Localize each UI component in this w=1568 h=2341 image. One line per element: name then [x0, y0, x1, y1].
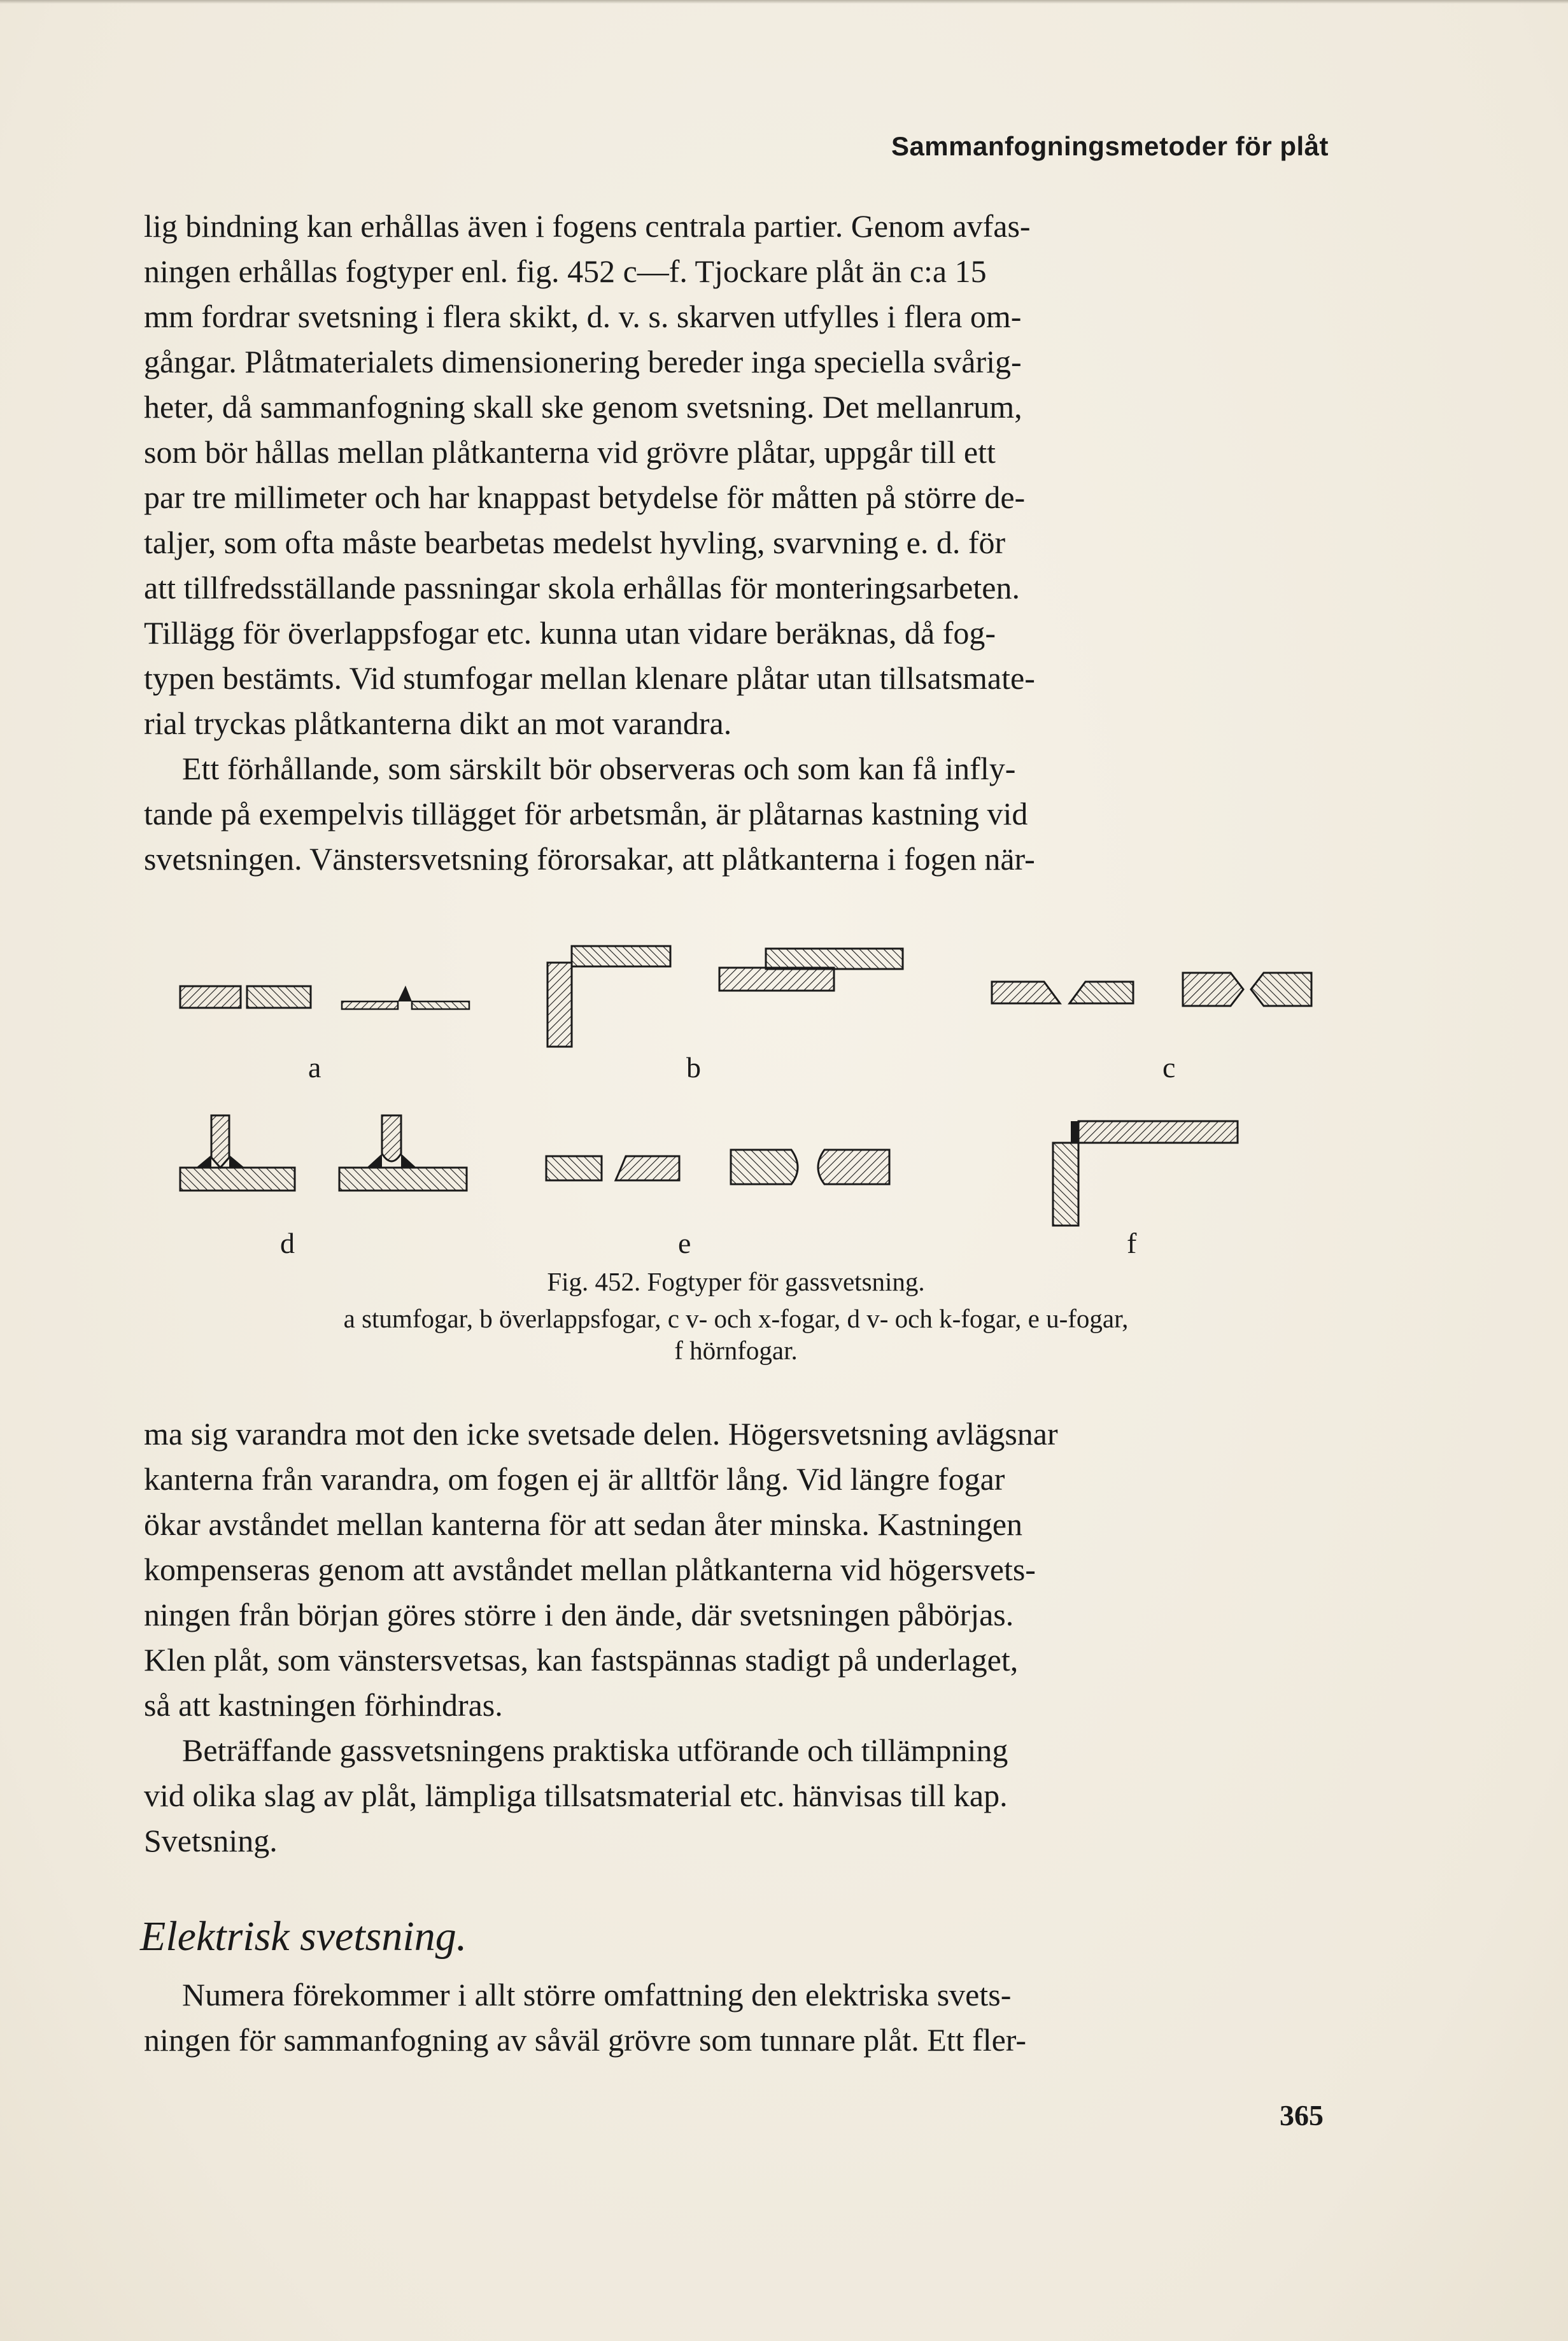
paragraph-3 [144, 1411, 1328, 1728]
text-line: Tillägg för överlappsfogar etc. kunna utan vidare beräknas, då fog- [144, 615, 996, 651]
v-tee-joint-diagram [178, 1113, 299, 1196]
figure-caption-description [144, 1303, 1328, 1366]
text-line: Beträffande gassvetsningens praktiska utförande och tillämpning [182, 1732, 1008, 1768]
text-line: att tillfredsställande passningar skola erhållas för monteringsarbeten. [144, 570, 1020, 605]
body-text-section [144, 1972, 1328, 2063]
text-line: rial tryckas plåtkanterna dikt an mot varandra. [144, 705, 732, 741]
text-line: ningen för sammanfogning av såväl grövre som tunnare plåt. Ett fler- [144, 2022, 1027, 2058]
caption-line: f hörnfogar. [674, 1336, 798, 1365]
section-heading: Elektrisk svetsning. [140, 1913, 467, 1960]
label-f: f [1127, 1227, 1137, 1259]
text-line: kompenseras genom att avståndet mellan plåtkanterna vid högersvets- [144, 1552, 1036, 1587]
label-a: a [308, 1051, 321, 1084]
paragraph-5 [144, 1972, 1328, 2063]
text-line: som bör hållas mellan plåtkanterna vid grövre plåtar, uppgår till ett [144, 434, 996, 470]
text-line: Svetsning. [144, 1823, 278, 1858]
double-u-groove-joint-diagram [729, 1145, 894, 1189]
text-line: ökar avståndet mellan kanterna för att sedan åter minska. Kastningen [144, 1506, 1023, 1542]
caption-line: a stumfogar, b överlappsfogar, c v- och x-fogar, d v- och k-fogar, e u-fogar, [343, 1304, 1129, 1333]
text-line: så att kastningen förhindras. [144, 1687, 503, 1723]
body-text-lower [144, 1411, 1328, 1864]
text-line: ningen erhållas fogtyper enl. fig. 452 c—f. Tjockare plåt än c:a 15 [144, 253, 987, 289]
text-line: svetsningen. Vänstersvetsning förorsakar, att plåtkanterna i fogen när- [144, 841, 1035, 877]
text-line: lig bindning kan erhållas även i fogens centrala partier. Genom avfas- [144, 208, 1031, 244]
text-line: mm fordrar svetsning i flera skikt, d. v. s. skarven utfylles i flera om- [144, 299, 1022, 334]
lap-joint-angle-diagram [546, 944, 674, 1049]
text-line: tande på exempelvis tillägget för arbetsmån, är plåtarnas kastning vid [144, 796, 1028, 831]
text-line: Klen plåt, som vänstersvetsas, kan fastspännas stadigt på underlaget, [144, 1642, 1019, 1678]
text-line: typen bestämts. Vid stumfogar mellan klenare plåtar utan tillsatsmate- [144, 660, 1035, 696]
text-line: Numera förekommer i allt större omfattning den elektriska svets- [182, 1977, 1012, 2012]
text-line: gångar. Plåtmaterialets dimensionering bereder inga speciella svårig- [144, 344, 1022, 379]
corner-joint-diagram [1052, 1117, 1243, 1229]
text-line: par tre millimeter och har knappast betydelse för måtten på större de- [144, 479, 1026, 515]
text-line: Ett förhållande, som särskilt bör observeras och som kan få infly- [182, 751, 1016, 786]
running-head: Sammanfogningsmetoder för plåt [891, 131, 1329, 161]
flanged-butt-joint-diagram [341, 980, 474, 1019]
text-line: heter, då sammanfogning skall ske genom svetsning. Det mellanrum, [144, 389, 1022, 425]
paragraph-4 [144, 1728, 1328, 1864]
text-line: vid olika slag av plåt, lämpliga tillsatsmaterial etc. hänvisas till kap. [144, 1778, 1008, 1813]
label-e: e [678, 1227, 691, 1259]
label-b: b [686, 1051, 701, 1084]
page-number: 365 [1280, 2099, 1324, 2132]
text-line: ma sig varandra mot den icke svetsade delen. Högersvetsning avlägsnar [144, 1416, 1058, 1452]
u-groove-joint-diagram [544, 1150, 684, 1188]
v-groove-joint-diagram [990, 973, 1136, 1011]
figure-caption-title: Fig. 452. Fogtyper för gassvetsning. [547, 1267, 925, 1296]
k-tee-joint-diagram [337, 1113, 471, 1196]
label-c: c [1162, 1051, 1176, 1084]
butt-joint-diagram [178, 977, 318, 1015]
x-groove-joint-diagram [1181, 966, 1315, 1011]
text-line: kanterna från varandra, om fogen ej är alltför lång. Vid längre fogar [144, 1461, 1005, 1497]
text-line: taljer, som ofta måste bearbetas medelst hyvling, svarvning e. d. för [144, 525, 1006, 560]
label-d: d [280, 1227, 295, 1259]
lap-joint-flat-diagram [718, 946, 909, 997]
text-line: ningen från början göres större i den ände, där svetsningen påbörjas. [144, 1597, 1014, 1632]
